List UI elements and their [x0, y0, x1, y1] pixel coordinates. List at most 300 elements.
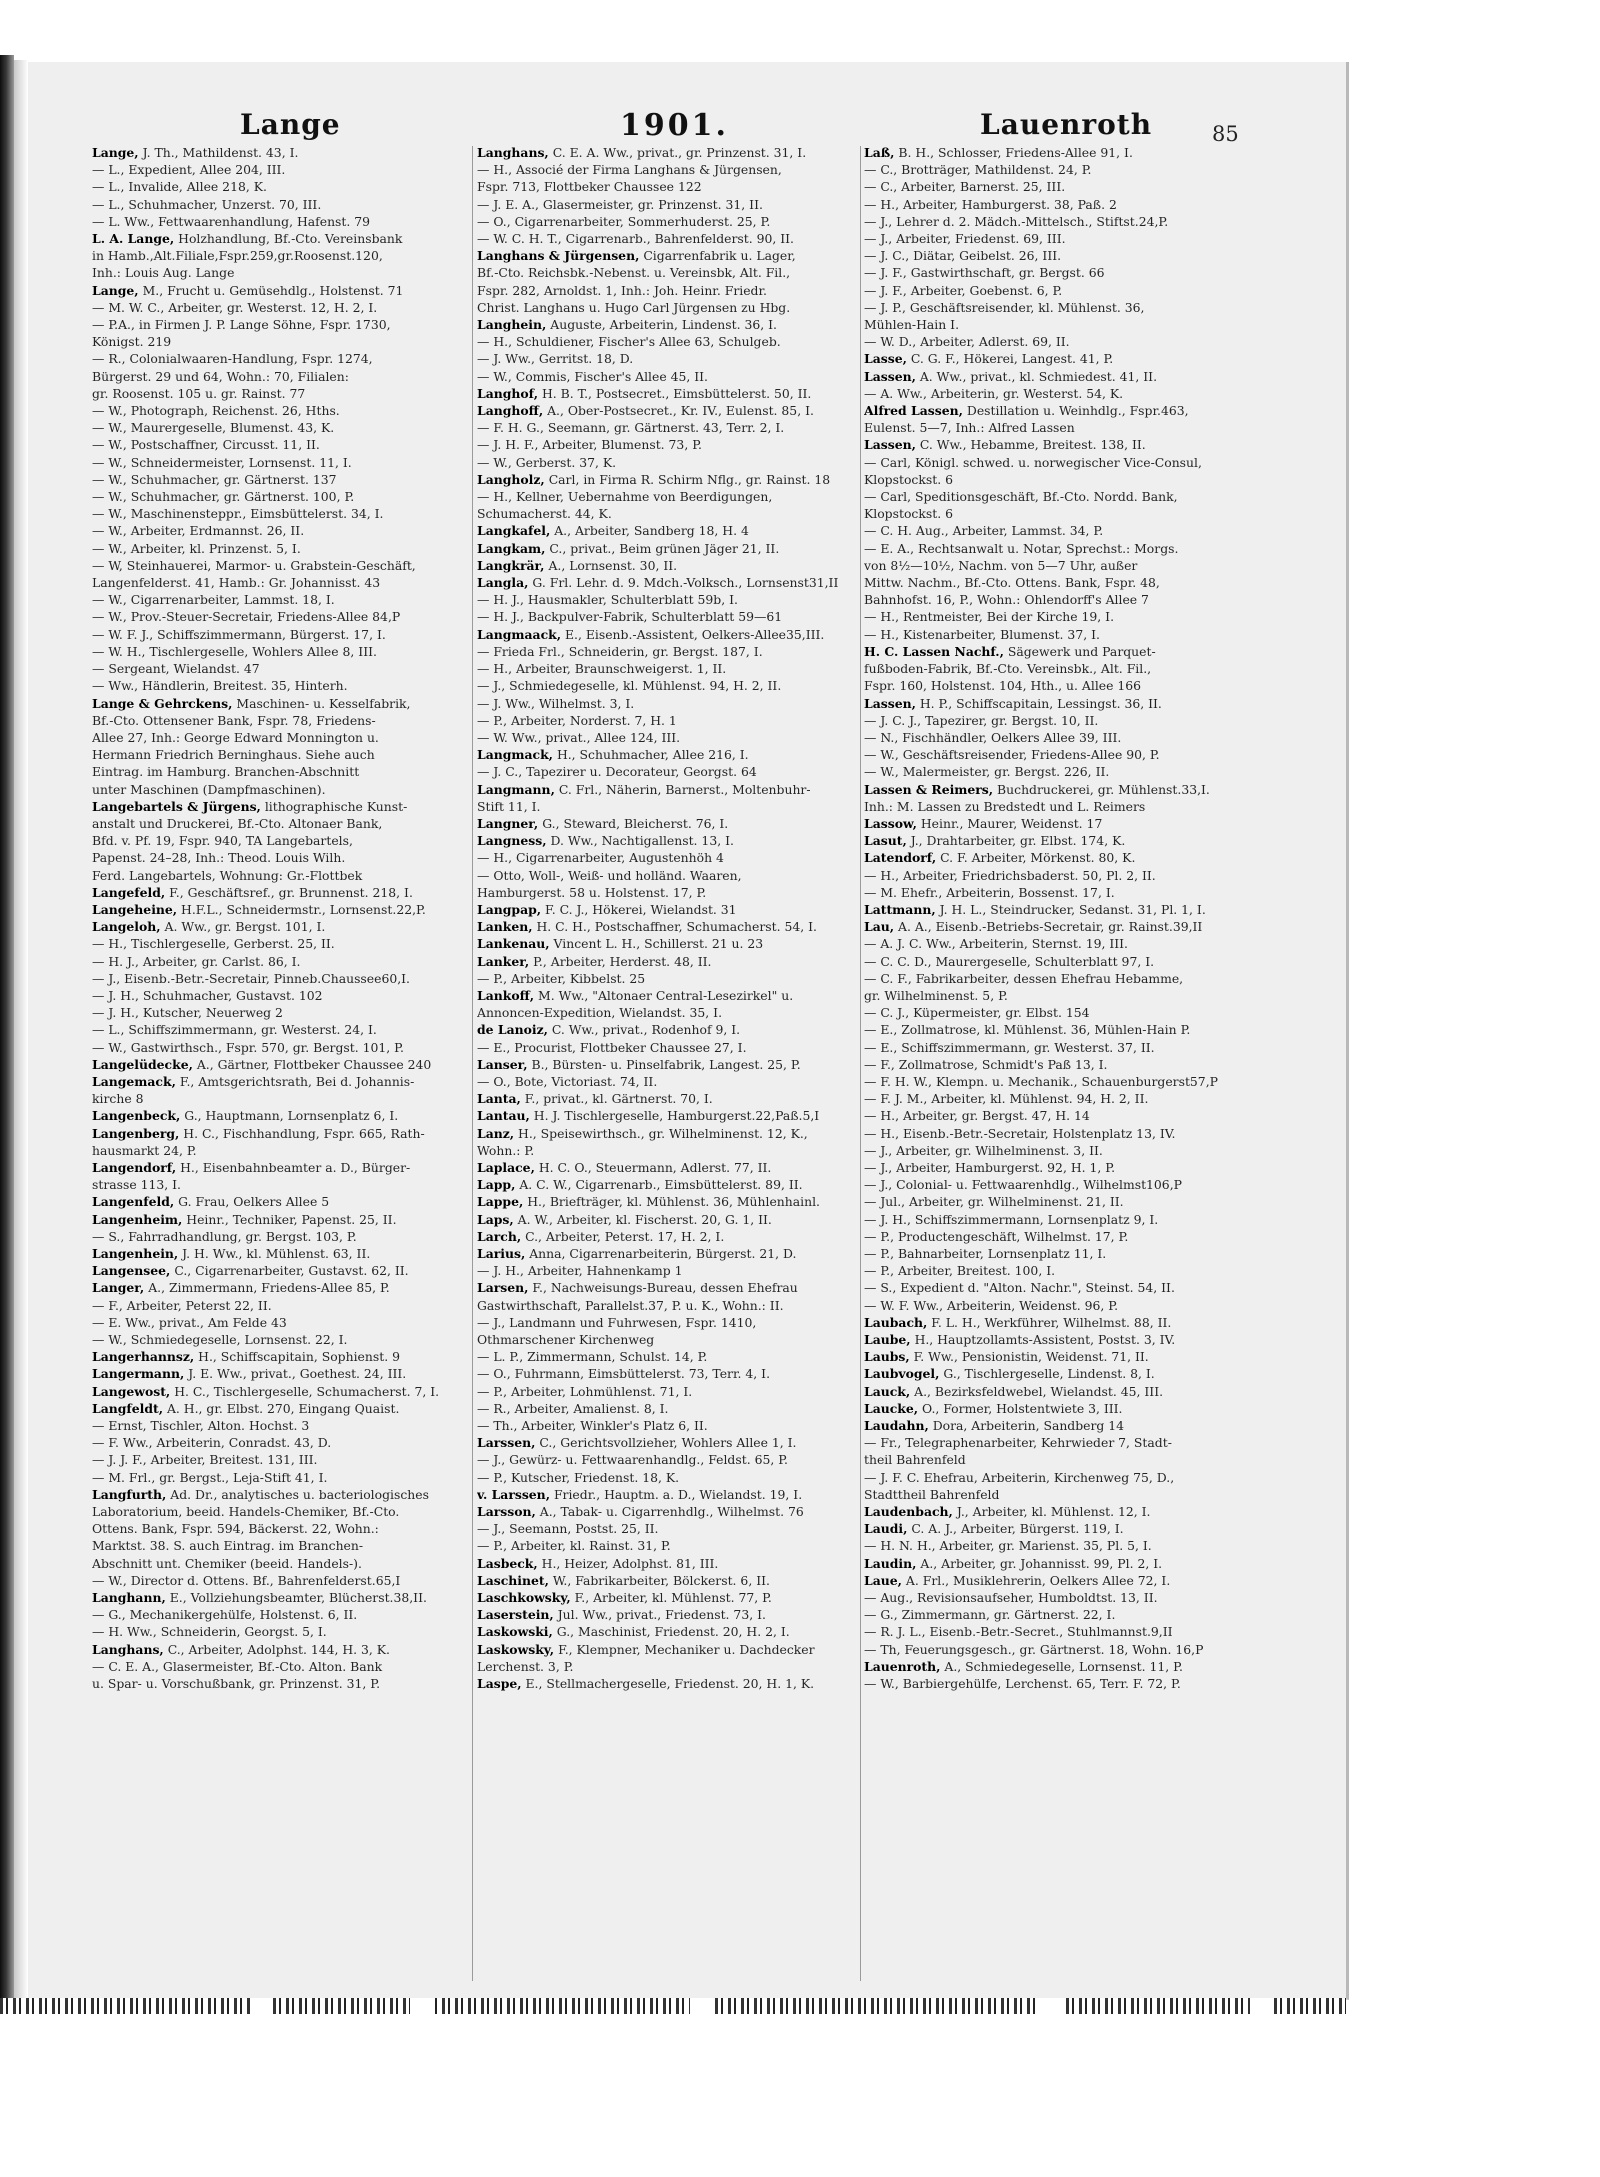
- directory-entry: [477, 350, 862, 367]
- entry-details: C. A. J., Arbeiter, Bürgerst. 119, I.: [907, 1521, 1124, 1537]
- directory-entry: [92, 712, 477, 729]
- entry-surname: Langendorf,: [92, 1159, 177, 1175]
- entry-details: — H., Eisenb.-Betr.-Secretair, Holstenplatz 13, IV.: [864, 1125, 1176, 1141]
- directory-entry: [477, 264, 862, 281]
- directory-entry: [92, 178, 477, 195]
- directory-entry: [477, 781, 862, 798]
- entry-details: Bf.-Cto. Reichsbk.-Nebenst. u. Vereinsbk, Alt. Fil.,: [477, 265, 791, 281]
- entry-details: — W., Maurergeselle, Blumenst. 43, K.: [92, 420, 335, 436]
- directory-entry: [864, 867, 1249, 884]
- entry-details: — W., Malermeister, gr. Bergst. 226, II.: [864, 764, 1110, 780]
- entry-details: Sägewerk und Parquet-: [1003, 643, 1156, 659]
- entry-details: Gastwirthschaft, Parallelst.37, P. u. K., Wohn.: II.: [477, 1297, 784, 1313]
- entry-details: — F. Ww., Arbeiterin, Conradst. 43, D.: [92, 1435, 332, 1451]
- directory-entry: [864, 368, 1249, 385]
- entry-details: O., Former, Holstentwiete 3, III.: [918, 1400, 1123, 1416]
- directory-entry: [864, 1383, 1249, 1400]
- entry-surname: Lassen & Reimers,: [864, 781, 994, 797]
- directory-entry: [477, 333, 862, 350]
- entry-surname: Lappe,: [477, 1194, 524, 1210]
- directory-entry: [477, 1021, 862, 1038]
- entry-surname: Lauck,: [864, 1383, 911, 1399]
- entry-details: F., Amtsgerichtsrath, Bei d. Johannis-: [175, 1073, 415, 1089]
- entry-details: lithographische Kunst-: [260, 798, 408, 814]
- entry-details: — L., Schuhmacher, Unzerst. 70, III.: [92, 196, 322, 212]
- entry-details: — E., Procurist, Flottbeker Chaussee 27, I.: [477, 1039, 747, 1055]
- directory-entry: [864, 144, 1249, 161]
- entry-details: A. Ww., privat., kl. Schmiedest. 41, II.: [915, 368, 1158, 384]
- entry-details: — J. C., Tapezirer u. Decorateur, Georgst. 64: [477, 764, 757, 780]
- entry-surname: Lau,: [864, 919, 895, 935]
- entry-details: — J. Ww., Wilhelmst. 3, I.: [477, 695, 635, 711]
- entry-details: — R. J. L., Eisenb.-Betr.-Secret., Stuhlmannst.9,II: [864, 1624, 1173, 1640]
- entry-details: — J. F. C. Ehefrau, Arbeiterin, Kirchenweg 75, D.,: [864, 1469, 1175, 1485]
- directory-entry: [477, 144, 862, 161]
- entry-details: A. Frl., Musiklehrerin, Oelkers Allee 72, I.: [901, 1572, 1171, 1588]
- entry-details: G., Steward, Bleicherst. 76, I.: [538, 815, 729, 831]
- entry-surname: Langkam,: [477, 540, 546, 556]
- entry-details: Papenst. 24–28, Inh.: Theod. Louis Wilh.: [92, 850, 346, 866]
- entry-surname: Langla,: [477, 575, 529, 591]
- directory-entry: [864, 660, 1249, 677]
- directory-entry: [864, 299, 1249, 316]
- entry-surname: Langeloh,: [92, 919, 161, 935]
- entry-details: A. W., Arbeiter, kl. Fischerst. 20, G. 1, II.: [513, 1211, 772, 1227]
- directory-entry: [92, 1555, 477, 1572]
- directory-entry: [477, 1056, 862, 1073]
- directory-entry: [92, 695, 477, 712]
- entry-surname: Alfred Lassen,: [864, 403, 963, 419]
- entry-details: — C. H. Aug., Arbeiter, Lammst. 34, P.: [864, 523, 1104, 539]
- directory-entry: [477, 763, 862, 780]
- entry-surname: Langenfeld,: [92, 1194, 175, 1210]
- entry-surname: Langerhannsz,: [92, 1349, 195, 1365]
- directory-entry: [477, 1383, 862, 1400]
- entry-surname: Laube,: [864, 1332, 911, 1348]
- entry-surname: Lantau,: [477, 1108, 530, 1124]
- directory-entry: [477, 1589, 862, 1606]
- entry-surname: Langhof,: [477, 385, 539, 401]
- directory-entry: [864, 1056, 1249, 1073]
- directory-column-2: [477, 144, 862, 1984]
- entry-details: — H., Arbeiter, gr. Bergst. 47, H. 14: [864, 1108, 1090, 1124]
- directory-entry: [477, 1279, 862, 1296]
- directory-entry: [92, 1451, 477, 1468]
- entry-details: — M. Frl., gr. Bergst., Leja-Stift 41, I.: [92, 1469, 328, 1485]
- directory-entry: [864, 282, 1249, 299]
- directory-entry: [92, 832, 477, 849]
- directory-entry: [92, 677, 477, 694]
- directory-entry: [477, 402, 862, 419]
- directory-entry: [864, 1451, 1249, 1468]
- directory-entry: [477, 643, 862, 660]
- entry-details: — A. Ww., Arbeiterin, gr. Westerst. 54, K.: [864, 385, 1124, 401]
- entry-surname: Lange,: [92, 145, 139, 160]
- entry-surname: Langenheim,: [92, 1211, 183, 1227]
- entry-details: — F. H. W., Klempn. u. Mechanik., Schauenburgerst57,P: [864, 1073, 1218, 1089]
- directory-entry: [477, 1434, 862, 1451]
- directory-entry: [92, 557, 477, 574]
- directory-entry: [92, 781, 477, 798]
- entry-surname: Lanser,: [477, 1056, 528, 1072]
- entry-surname: Langhans,: [92, 1641, 164, 1657]
- directory-entry: [864, 970, 1249, 987]
- entry-details: — Sergeant, Wielandst. 47: [92, 661, 260, 677]
- entry-details: Carl, in Firma R. Schirm Nflg., gr. Rainst. 18: [544, 471, 831, 487]
- directory-entry: [92, 316, 477, 333]
- entry-details: C., Arbeiter, Peterst. 17, H. 2, I.: [521, 1228, 725, 1244]
- entry-surname: Langness,: [477, 833, 547, 849]
- directory-entry: [477, 282, 862, 299]
- directory-entry: [477, 1537, 862, 1554]
- entry-details: F., Geschäftsref., gr. Brunnenst. 218, I.: [165, 884, 413, 900]
- directory-entry: [477, 849, 862, 866]
- directory-entry: [864, 1176, 1249, 1193]
- entry-details: Fspr. 282, Arnoldst. 1, Inh.: Joh. Heinr. Friedr.: [477, 282, 767, 298]
- entry-details: W., Fabrikarbeiter, Bölckerst. 6, II.: [548, 1572, 770, 1588]
- directory-entry: [92, 213, 477, 230]
- entry-details: F. L. H., Werkführer, Wilhelmst. 88, II.: [927, 1314, 1172, 1330]
- entry-details: Eintrag. im Hamburg. Branchen-Abschnitt: [92, 764, 360, 780]
- directory-entry: [92, 763, 477, 780]
- directory-entry: [477, 488, 862, 505]
- directory-entry: [92, 454, 477, 471]
- directory-entry: [92, 643, 477, 660]
- entry-details: — W., Gerberst. 37, K.: [477, 454, 617, 470]
- directory-entry: [477, 626, 862, 643]
- directory-entry: [92, 591, 477, 608]
- directory-entry: [92, 161, 477, 178]
- entry-details: — W., Schuhmacher, gr. Gärtnerst. 137: [92, 471, 337, 487]
- binding-fade: [14, 60, 28, 2000]
- directory-entry: [864, 385, 1249, 402]
- entry-surname: Laudahn,: [864, 1418, 929, 1434]
- entry-details: — J. H., Schiffszimmermann, Lornsenplatz 9, I.: [864, 1211, 1159, 1227]
- directory-entry: [92, 798, 477, 815]
- directory-entry: [477, 557, 862, 574]
- entry-details: — F. J. M., Arbeiter, kl. Mühlenst. 94, H. 2, II.: [864, 1091, 1149, 1107]
- entry-details: Stift 11, I.: [477, 798, 541, 814]
- directory-entry: [864, 1297, 1249, 1314]
- entry-details: A. A., Eisenb.-Betriebs-Secretair, gr. Rainst.39,II: [894, 919, 1203, 935]
- directory-entry: [477, 1641, 862, 1658]
- entry-details: — J., Landmann und Fuhrwesen, Fspr. 1410,: [477, 1314, 757, 1330]
- directory-entry: [864, 1658, 1249, 1675]
- directory-entry: [477, 1331, 862, 1348]
- entry-details: C. F. Arbeiter, Mörkenst. 80, K.: [936, 850, 1136, 866]
- entry-details: Jul. Ww., privat., Friedenst. 73, I.: [553, 1607, 766, 1623]
- directory-entry: [92, 1297, 477, 1314]
- entry-details: — H., Kellner, Uebernahme von Beerdigungen,: [477, 489, 773, 505]
- directory-entry: [92, 1520, 477, 1537]
- film-edge-strip: [0, 1998, 1346, 2014]
- entry-details: — W., Schneidermeister, Lornsenst. 11, I.: [92, 454, 352, 470]
- directory-entry: [864, 505, 1249, 522]
- directory-entry: [92, 626, 477, 643]
- directory-entry: [864, 763, 1249, 780]
- entry-surname: Lanz,: [477, 1125, 515, 1141]
- entry-details: — C. C. D., Maurergeselle, Schulterblatt 97, I.: [864, 953, 1155, 969]
- directory-entry: [92, 299, 477, 316]
- entry-details: Annoncen-Expedition, Wielandst. 35, I.: [477, 1005, 723, 1021]
- entry-surname: Lange & Gehrckens,: [92, 695, 233, 711]
- directory-entry: [864, 1537, 1249, 1554]
- entry-surname: Langmann,: [477, 781, 555, 797]
- entry-details: — H. J., Backpulver-Fabrik, Schulterblatt 59—61: [477, 609, 783, 625]
- directory-entry: [477, 729, 862, 746]
- directory-entry: [864, 1365, 1249, 1382]
- directory-entry: [477, 695, 862, 712]
- entry-details: — Th, Feuerungsgesch., gr. Gärtnerst. 18, Wohn. 16,P: [864, 1641, 1204, 1657]
- entry-surname: de Lanoiz,: [477, 1022, 548, 1038]
- entry-details: — J. P., Geschäftsreisender, kl. Mühlenst. 36,: [864, 299, 1145, 315]
- entry-details: A., Arbeiter, Sandberg 18, H. 4: [550, 523, 749, 539]
- entry-details: — W. C. H. T., Cigarrenarb., Bahrenfelderst. 90, II.: [477, 231, 794, 247]
- directory-entry: [864, 1417, 1249, 1434]
- directory-entry: [92, 540, 477, 557]
- entry-details: — J. F., Arbeiter, Goebenst. 6, P.: [864, 282, 1063, 298]
- entry-details: — L. Ww., Fettwaarenhandlung, Hafenst. 79: [92, 213, 371, 229]
- entry-details: A. Ww., gr. Bergst. 101, I.: [160, 919, 326, 935]
- directory-entry: [864, 1125, 1249, 1142]
- entry-details: — F. H. G., Seemann, gr. Gärtnerst. 43, Terr. 2, I.: [477, 420, 785, 436]
- entry-details: Fspr. 160, Holstenst. 104, Hth., u. Allee 166: [864, 678, 1142, 694]
- directory-entry: [864, 1520, 1249, 1537]
- directory-entry: [864, 264, 1249, 281]
- entry-details: — L., Expedient, Allee 204, III.: [92, 162, 286, 178]
- directory-entry: [477, 1400, 862, 1417]
- entry-details: H., Briefträger, kl. Mühlenst. 36, Mühlenhainl.: [523, 1194, 820, 1210]
- directory-entry: [477, 419, 862, 436]
- directory-entry: [477, 1125, 862, 1142]
- entry-details: — E. Ww., privat., Am Felde 43: [92, 1314, 287, 1330]
- entry-details: — P., Arbeiter, kl. Rainst. 31, P.: [477, 1538, 671, 1554]
- entry-details: Mittw. Nachm., Bf.-Cto. Ottens. Bank, Fspr. 48,: [864, 575, 1160, 591]
- directory-entry: [477, 1142, 862, 1159]
- directory-entry: [864, 333, 1249, 350]
- entry-details: Inh.: M. Lassen zu Bredstedt und L. Reimers: [864, 798, 1146, 814]
- entry-details: A., Lornsenst. 30, II.: [544, 557, 678, 573]
- directory-entry: [477, 522, 862, 539]
- entry-details: Friedr., Hauptm. a. D., Wielandst. 19, I.: [550, 1486, 803, 1502]
- directory-entry: [477, 1623, 862, 1640]
- directory-entry: [477, 540, 862, 557]
- entry-details: — J., Schmiedegeselle, kl. Mühlenst. 94, H. 2, II.: [477, 678, 782, 694]
- entry-details: — W., Prov.-Steuer-Secretair, Friedens-Allee 84,P: [92, 609, 401, 625]
- entry-surname: Laps,: [477, 1211, 514, 1227]
- entry-details: Bfd. v. Pf. 19, Fspr. 940, TA Langebartels,: [92, 833, 353, 849]
- entry-details: — J. J. F., Arbeiter, Breitest. 131, III.: [92, 1452, 318, 1468]
- directory-entry: [92, 987, 477, 1004]
- directory-entry: [92, 1469, 477, 1486]
- directory-entry: [477, 970, 862, 987]
- directory-entry: [477, 1228, 862, 1245]
- directory-entry: [92, 1004, 477, 1021]
- entry-details: A., Bezirksfeldwebel, Wielandst. 45, III.: [910, 1383, 1164, 1399]
- entry-surname: Larsson,: [477, 1504, 536, 1520]
- entry-details: A., Tabak- u. Cigarrenhdlg., Wilhelmst. 76: [535, 1504, 804, 1520]
- entry-surname: Langholz,: [477, 471, 545, 487]
- entry-details: — Fr., Telegraphenarbeiter, Kehrwieder 7, Stadt-: [864, 1435, 1172, 1451]
- entry-surname: Langkrär,: [477, 557, 545, 573]
- directory-entry: [92, 1193, 477, 1210]
- entry-details: G. Frau, Oelkers Allee 5: [174, 1194, 330, 1210]
- entry-details: M. Ww., "Altonaer Central-Lesezirkel" u.: [534, 987, 794, 1003]
- directory-entry: [92, 729, 477, 746]
- entry-details: Anna, Cigarrenarbeiterin, Bürgerst. 21, D.: [525, 1246, 797, 1261]
- directory-entry: [92, 608, 477, 625]
- directory-entry: [864, 454, 1249, 471]
- entry-surname: Lasut,: [864, 833, 907, 849]
- directory-entry: [477, 1193, 862, 1210]
- directory-entry: [92, 1107, 477, 1124]
- entry-details: H., Schuhmacher, Allee 216, I.: [553, 747, 749, 763]
- directory-entry: [864, 540, 1249, 557]
- directory-entry: [864, 815, 1249, 832]
- entry-details: M., Frucht u. Gemüsehdlg., Holstenst. 71: [138, 282, 404, 298]
- entry-details: Fspr. 713, Flottbeker Chaussee 122: [477, 179, 702, 195]
- entry-details: Buchdruckerei, gr. Mühlenst.33,I.: [993, 781, 1210, 797]
- entry-details: A., Arbeiter, gr. Johannisst. 99, Pl. 2, I.: [916, 1555, 1163, 1571]
- directory-entry: [864, 608, 1249, 625]
- directory-entry: [92, 436, 477, 453]
- entry-surname: Langenhein,: [92, 1246, 179, 1261]
- entry-details: Bf.-Cto. Ottensener Bank, Fspr. 78, Friedens-: [92, 712, 376, 728]
- entry-details: — W., Arbeiter, kl. Prinzenst. 5, I.: [92, 540, 301, 556]
- entry-details: — W. D., Arbeiter, Adlerst. 69, II.: [864, 334, 1070, 350]
- directory-entry: [864, 419, 1249, 436]
- directory-entry: [864, 1073, 1249, 1090]
- directory-entry: [864, 953, 1249, 970]
- directory-entry: [864, 1469, 1249, 1486]
- entry-details: — G., Zimmermann, gr. Gärtnerst. 22, I.: [864, 1607, 1116, 1623]
- directory-entry: [92, 196, 477, 213]
- entry-details: — J., Arbeiter, gr. Wilhelminenst. 3, II.: [864, 1142, 1103, 1158]
- directory-entry: [92, 1623, 477, 1640]
- directory-entry: [864, 1434, 1249, 1451]
- entry-details: — W., Postschaffner, Circusst. 11, II.: [92, 437, 320, 453]
- entry-details: J. E. Ww., privat., Goethest. 24, III.: [184, 1366, 407, 1382]
- entry-details: in Hamb.,Alt.Filiale,Fspr.259,gr.Roosenst.120,: [92, 248, 383, 264]
- entry-surname: Laschkowsky,: [477, 1590, 571, 1606]
- entry-details: G., Maschinist, Friedenst. 20, H. 2, I.: [552, 1624, 790, 1640]
- directory-entry: [864, 557, 1249, 574]
- entry-details: Othmarschener Kirchenweg: [477, 1332, 655, 1348]
- directory-entry: [864, 901, 1249, 918]
- directory-entry: [477, 935, 862, 952]
- directory-entry: [864, 746, 1249, 763]
- directory-entry: [92, 849, 477, 866]
- entry-details: B., Bürsten- u. Pinselfabrik, Langest. 25, P.: [527, 1056, 801, 1072]
- entry-details: kirche 8: [92, 1091, 144, 1107]
- entry-surname: Latendorf,: [864, 850, 937, 866]
- entry-details: — Aug., Revisionsaufseher, Humboldtst. 13, II.: [864, 1590, 1158, 1606]
- directory-entry: [92, 1279, 477, 1296]
- entry-details: — Th., Arbeiter, Winkler's Platz 6, II.: [477, 1418, 708, 1434]
- directory-entry: [864, 987, 1249, 1004]
- entry-details: G., Hauptmann, Lornsenplatz 6, I.: [180, 1108, 399, 1124]
- directory-entry: [477, 867, 862, 884]
- directory-entry: [477, 832, 862, 849]
- entry-details: — J. E. A., Glasermeister, gr. Prinzenst. 31, II.: [477, 196, 763, 212]
- entry-details: — W., Cigarrenarbeiter, Lammst. 18, I.: [92, 592, 335, 608]
- entry-details: H. J. Tischlergeselle, Hamburgerst.22,Paß.5,I: [529, 1108, 820, 1124]
- entry-details: H. C., Fischhandlung, Fspr. 665, Rath-: [179, 1125, 425, 1141]
- entry-details: — W. Ww., privat., Allee 124, III.: [477, 729, 681, 745]
- entry-surname: Lapp,: [477, 1177, 516, 1193]
- entry-details: — E., Zollmatrose, kl. Mühlenst. 36, Mühlen-Hain P.: [864, 1022, 1191, 1038]
- entry-surname: Langhoff,: [477, 403, 544, 419]
- directory-entry: [477, 712, 862, 729]
- entry-details: Mühlen-Hain I.: [864, 317, 960, 333]
- directory-entry: [477, 1090, 862, 1107]
- entry-details: — W. H., Tischlergeselle, Wohlers Allee 8, III.: [92, 643, 377, 659]
- entry-details: — J., Colonial- u. Fettwaarenhdlg., Wilhelmst106,P: [864, 1177, 1182, 1193]
- entry-details: F., Klempner, Mechaniker u. Dachdecker: [554, 1641, 815, 1657]
- directory-entry: [477, 1107, 862, 1124]
- directory-entry: [864, 1004, 1249, 1021]
- entry-details: J. H. L., Steindrucker, Sedanst. 31, Pl. 1, I.: [935, 901, 1206, 917]
- entry-details: — W., Gastwirthsch., Fspr. 570, gr. Bergst. 101, P.: [92, 1039, 404, 1055]
- entry-details: F. C. J., Hökerei, Wielandst. 31: [541, 901, 737, 917]
- entry-surname: Langmaack,: [477, 626, 562, 642]
- entry-surname: Langkafel,: [477, 523, 551, 539]
- directory-entry: [477, 1469, 862, 1486]
- directory-entry: [92, 1314, 477, 1331]
- entry-details: — H. J., Arbeiter, gr. Carlst. 86, I.: [92, 953, 301, 969]
- directory-entry: [864, 1589, 1249, 1606]
- entry-details: Auguste, Arbeiterin, Lindenst. 36, I.: [546, 317, 777, 333]
- entry-details: unter Maschinen (Dampfmaschinen).: [92, 781, 326, 797]
- entry-details: — L. P., Zimmermann, Schulst. 14, P.: [477, 1349, 708, 1365]
- entry-details: — W., Maschinensteppr., Eimsbüttelerst. 34, I.: [92, 506, 384, 522]
- directory-entry: [864, 178, 1249, 195]
- directory-entry: [477, 1486, 862, 1503]
- entry-details: — S., Fahrradhandlung, gr. Bergst. 103, P.: [92, 1228, 357, 1244]
- entry-surname: H. C. Lassen Nachf.,: [864, 643, 1004, 659]
- directory-entry: [864, 1555, 1249, 1572]
- entry-surname: Laudenbach,: [864, 1504, 953, 1520]
- entry-details: — C. F., Fabrikarbeiter, dessen Ehefrau Hebamme,: [864, 970, 1184, 986]
- entry-surname: Langebartels & Jürgens,: [92, 798, 261, 814]
- entry-details: — M. W. C., Arbeiter, gr. Westerst. 12, H. 2, I.: [92, 299, 378, 315]
- entry-details: — J. C. J., Tapezirer, gr. Bergst. 10, II.: [864, 712, 1099, 728]
- directory-entry: [864, 1107, 1249, 1124]
- entry-details: J., Arbeiter, kl. Mühlenst. 12, I.: [952, 1504, 1151, 1520]
- entry-details: Hermann Friedrich Berninghaus. Siehe auch: [92, 747, 375, 763]
- entry-details: — E. A., Rechtsanwalt u. Notar, Sprechst.: Morgs.: [864, 540, 1179, 556]
- entry-details: G., Tischlergeselle, Lindenst. 8, I.: [939, 1366, 1155, 1382]
- entry-surname: Lattmann,: [864, 901, 936, 917]
- entry-details: — W., Schmiedegeselle, Lornsenst. 22, I.: [92, 1332, 348, 1348]
- directory-entry: [92, 471, 477, 488]
- directory-entry: [477, 953, 862, 970]
- directory-entry: [477, 901, 862, 918]
- entry-details: F., Arbeiter, kl. Mühlenst. 77, P.: [570, 1590, 772, 1606]
- directory-entry: [92, 1245, 477, 1262]
- entry-details: — O., Fuhrmann, Eimsbüttelerst. 73, Terr. 4, I.: [477, 1366, 771, 1382]
- entry-surname: Laschinet,: [477, 1572, 549, 1588]
- directory-entry: [864, 729, 1249, 746]
- directory-entry: [477, 1451, 862, 1468]
- entry-details: — W., Schuhmacher, gr. Gärtnerst. 100, P.: [92, 489, 355, 505]
- directory-entry: [92, 660, 477, 677]
- entry-surname: v. Larssen,: [477, 1486, 551, 1502]
- directory-entry: [477, 505, 862, 522]
- entry-details: Marktst. 38. S. auch Eintrag. im Branchen-: [92, 1538, 364, 1554]
- entry-details: F., Nachweisungs-Bureau, dessen Ehefrau: [528, 1280, 798, 1296]
- entry-details: — C., Brotträger, Mathildenst. 24, P.: [864, 162, 1092, 178]
